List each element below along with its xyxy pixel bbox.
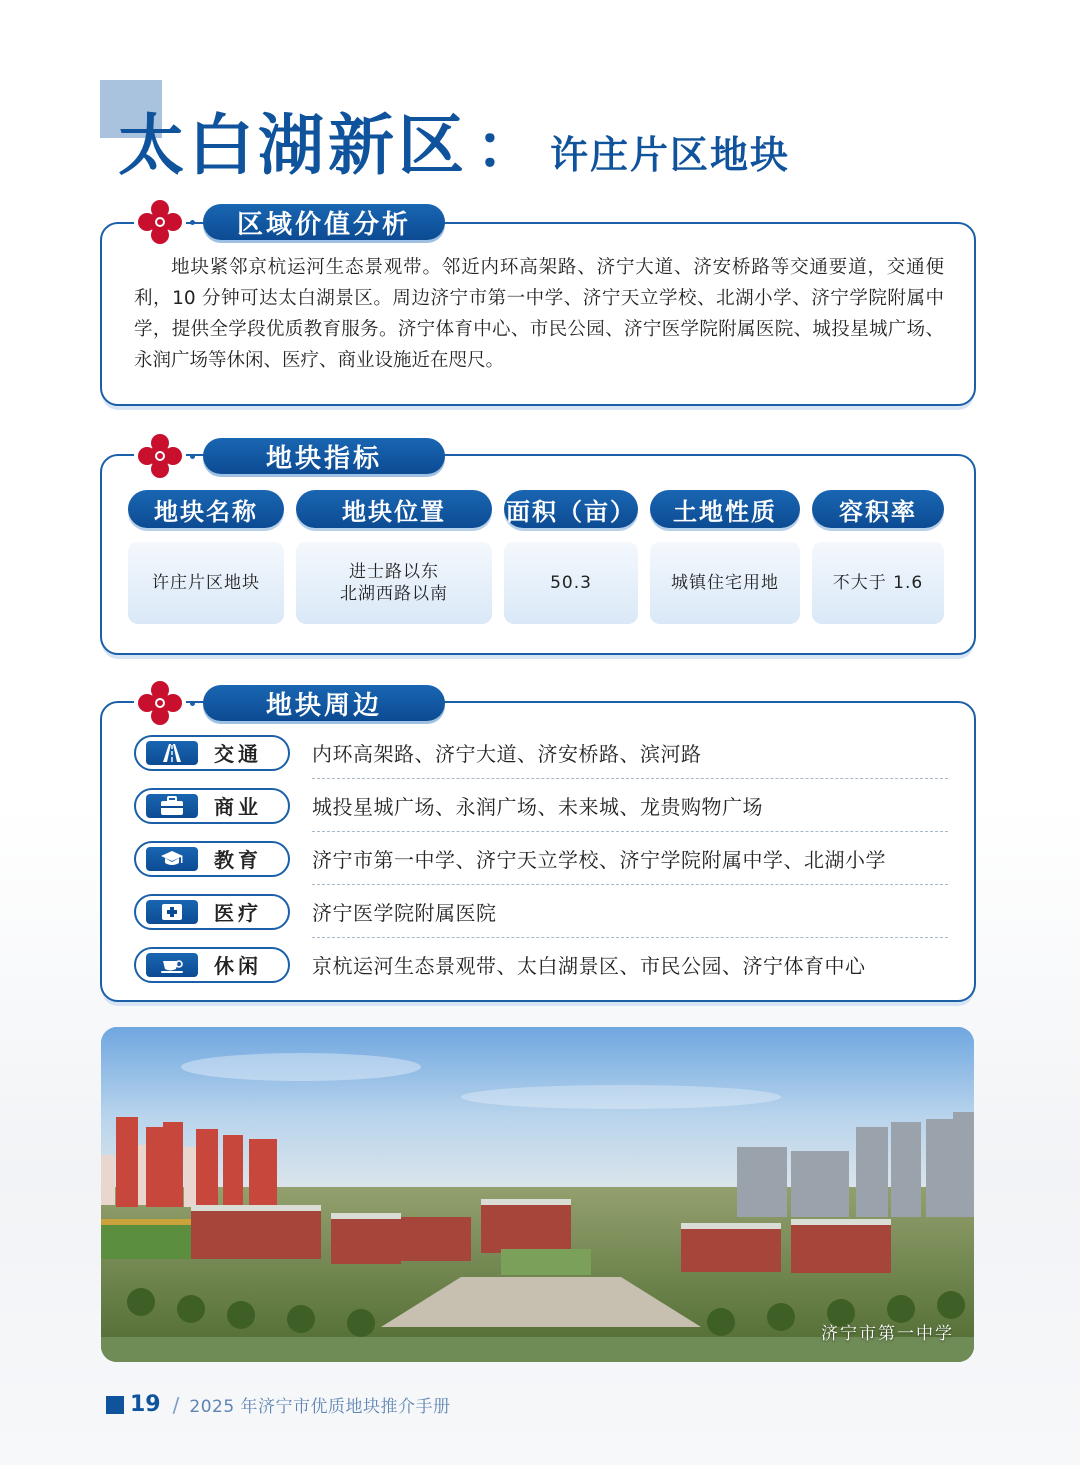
surrounding-label: 医疗: [214, 901, 262, 925]
indicator-name: [128, 490, 284, 624]
indicator-value: 许庄片区地块: [128, 542, 284, 624]
section-surroundings: [100, 677, 976, 1002]
section-header: [134, 196, 445, 248]
page-number: 19: [130, 1392, 161, 1417]
indicator-value: 50.3: [504, 542, 638, 624]
indicator-header: 容积率: [812, 490, 944, 528]
surrounding-text: 济宁市第一中学、济宁天立学校、济宁学院附属中学、北湖小学: [312, 832, 948, 885]
section-heading: 区域价值分析: [203, 204, 445, 240]
surrounding-text: 城投星城广场、永润广场、未来城、龙贵购物广场: [312, 779, 948, 832]
section-regional-value: [100, 196, 976, 406]
footer-separator: /: [172, 1392, 180, 1417]
indicator-header: 地块位置: [296, 490, 492, 528]
indicator-location: [296, 490, 492, 624]
surrounding-row-transport: [134, 726, 948, 779]
indicator-value: 不大于 1.6: [812, 542, 944, 624]
indicator-plot-ratio: [812, 490, 944, 624]
section-header-line: [466, 454, 956, 456]
footer-title: 2025 年济宁市优质地块推介手册: [189, 1397, 451, 1417]
teacup-icon: [146, 953, 198, 977]
indicator-header: 地块名称: [128, 490, 284, 528]
title-subtitle: 许庄片区地块: [550, 133, 791, 177]
road-icon: [146, 741, 198, 765]
section-heading: 地块周边: [203, 685, 445, 721]
indicator-land-use: [650, 490, 800, 624]
campus-illustration: [101, 1027, 974, 1362]
indicator-header: 面积（亩）: [504, 490, 638, 528]
graduation-cap-icon: [146, 847, 198, 871]
section-dot: [190, 701, 195, 706]
indicator-area: [504, 490, 638, 624]
surrounding-tag: [134, 735, 290, 771]
surrounding-text: 济宁医学院附属医院: [312, 885, 948, 938]
section-body-text: 地块紧邻京杭运河生态景观带。邻近内环高架路、济宁大道、济安桥路等交通要道，交通便利，10 分钟可达太白湖景区。周边济宁市第一中学、济宁天立学校、北湖小学、济宁学院附属中学，提供全学段优质教育服务。济宁体育中心、市民公园、济宁医学院附属医院、城投星城广场、永润广场等休闲、医疗、商业设施近在咫尺。: [134, 257, 944, 371]
section-header-line: [466, 701, 956, 703]
medical-cross-icon: [146, 900, 198, 924]
surrounding-tag: [134, 841, 290, 877]
surrounding-tag: [134, 947, 290, 983]
title-main: 太白湖新区: [118, 106, 468, 184]
surrounding-tag: [134, 788, 290, 824]
page-title: [118, 92, 790, 187]
surrounding-label: 交通: [214, 742, 262, 766]
surrounding-row-commerce: [134, 779, 948, 832]
campus-photo: [101, 1027, 974, 1362]
indicator-value: 进士路以东 北湖西路以南: [296, 542, 492, 624]
section-plot-indicators: [100, 430, 976, 655]
surrounding-row-leisure: [134, 938, 948, 991]
section-dot: [190, 454, 195, 459]
flower-icon: [134, 430, 186, 482]
section-header: [134, 677, 445, 729]
page-footer: [106, 1392, 451, 1417]
surrounding-text: 京杭运河生态景观带、太白湖景区、市民公园、济宁体育中心: [312, 954, 866, 978]
surrounding-label: 休闲: [214, 954, 262, 978]
flower-icon: [134, 196, 186, 248]
surrounding-row-medical: [134, 885, 948, 938]
surrounding-label: 教育: [214, 848, 262, 872]
surroundings-list: [134, 726, 948, 991]
briefcase-icon: [146, 794, 198, 818]
section-heading: 地块指标: [203, 438, 445, 474]
section-header-line: [466, 222, 956, 224]
indicator-table: [128, 490, 948, 624]
title-colon: ：: [476, 113, 536, 183]
surrounding-label: 商业: [214, 795, 262, 819]
surrounding-text: 内环高架路、济宁大道、济安桥路、滨河路: [312, 726, 948, 779]
indicator-header: 土地性质: [650, 490, 800, 528]
surrounding-tag: [134, 894, 290, 930]
flower-icon: [134, 677, 186, 729]
section-header: [134, 430, 445, 482]
surrounding-row-education: [134, 832, 948, 885]
footer-square-icon: [106, 1396, 124, 1414]
photo-caption: 济宁市第一中学: [821, 1324, 954, 1344]
section-dot: [190, 220, 195, 225]
indicator-value: 城镇住宅用地: [650, 542, 800, 624]
